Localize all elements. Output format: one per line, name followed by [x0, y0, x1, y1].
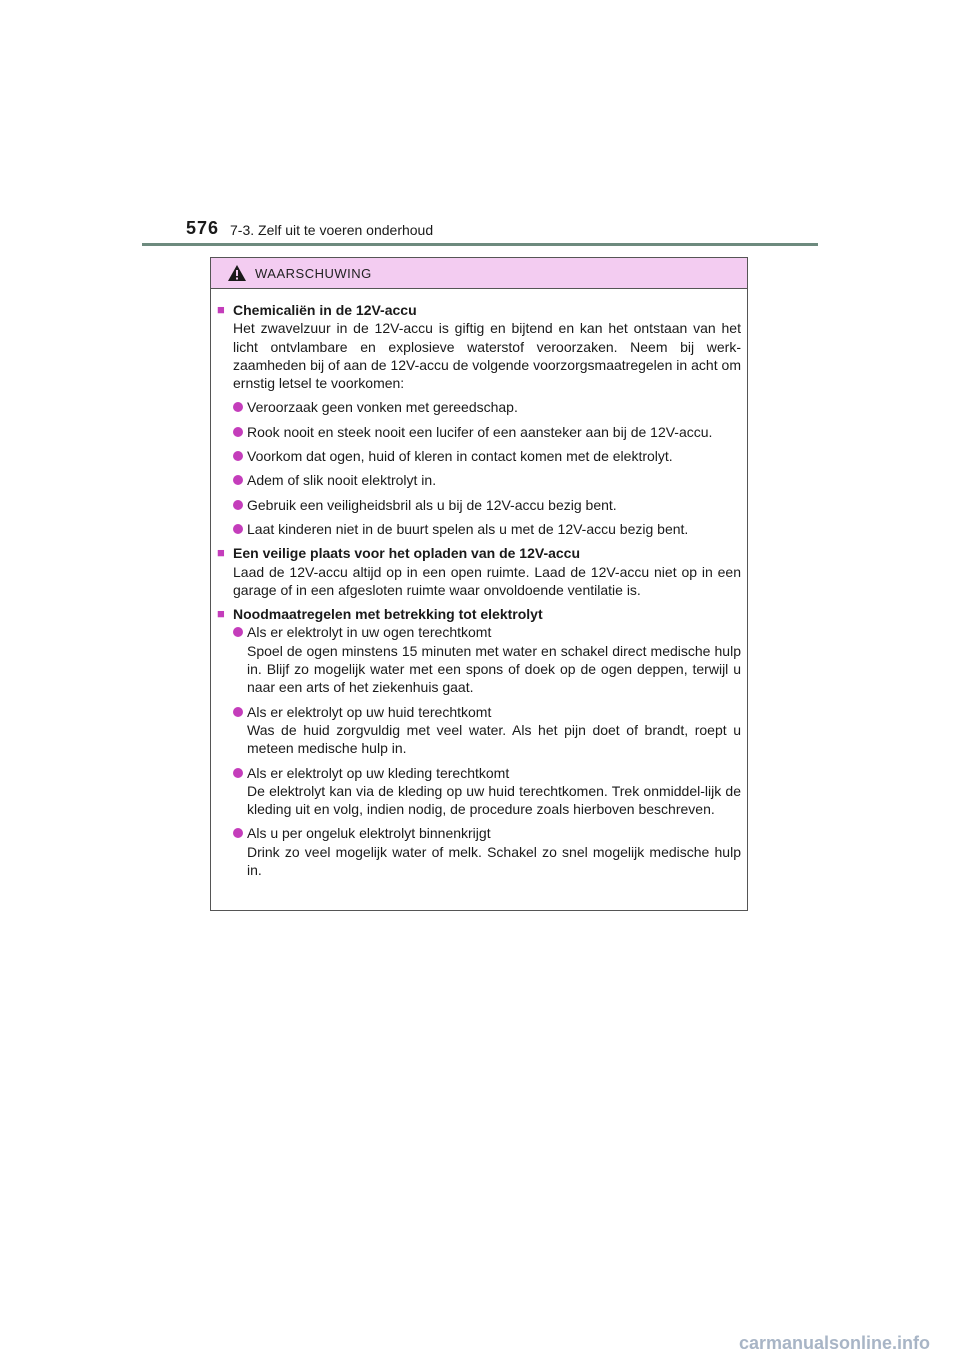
circle-bullet-icon	[233, 768, 243, 778]
section-text: Laad de 12V-accu altijd op in een open ruimte. Laad de 12V-accu niet op in een garage of in een afgesloten ruimte waar onvoldoende ventilatie is.	[233, 563, 741, 598]
list-item: Als er elektrolyt op uw kleding terechtkomt De elektrolyt kan via de kleding op uw huid terechtkomen. Trek onmiddel-lijk de kleding uit en volg, indien nodig, de procedure zoals hierboven beschreven.	[233, 764, 741, 819]
section-charging-location	[217, 544, 741, 599]
list-item: Rook nooit en steek nooit een lucifer of een aansteker aan bij de 12V-accu.	[233, 423, 741, 441]
circle-bullet-icon	[233, 475, 243, 485]
section-heading: Chemicaliën in de 12V-accu	[233, 302, 417, 318]
warning-body	[211, 289, 747, 879]
list-item: Als u per ongeluk elektrolyt binnenkrijgt Drink zo veel mogelijk water of melk. Schakel zo snel mogelijk medische hulp in.	[233, 824, 741, 879]
warning-box	[210, 257, 748, 911]
list-item: Als er elektrolyt in uw ogen terechtkomt Spoel de ogen minstens 15 minuten met water en schakel direct medische hulp in. Blijf zo mogelijk water met een spons of doek op de ogen deppen, terwijl u naar een arts of het ziekenhuis gaat.	[233, 623, 741, 696]
warning-title: WAARSCHUWING	[255, 265, 372, 281]
circle-bullet-icon	[233, 427, 243, 437]
section-chemicals	[217, 301, 741, 538]
list-item: Adem of slik nooit elektrolyt in.	[233, 471, 741, 489]
warning-triangle-icon	[227, 264, 247, 282]
watermark-logo: carmanualsonline.info	[738, 1333, 930, 1353]
circle-bullet-icon	[233, 524, 243, 534]
circle-bullet-icon	[233, 707, 243, 717]
list-item: Gebruik een veiligheidsbril als u bij de 12V-accu bezig bent.	[233, 496, 741, 514]
page-number: 576	[186, 218, 220, 238]
circle-bullet-icon	[233, 500, 243, 510]
header-rule	[142, 243, 818, 246]
circle-bullet-icon	[233, 451, 243, 461]
section-heading: Noodmaatregelen met betrekking tot elektrolyt	[233, 606, 543, 623]
list-item: Als er elektrolyt op uw huid terechtkomt Was de huid zorgvuldig met veel water. Als het pijn doet of brandt, roept u meteen medische hulp in.	[233, 703, 741, 758]
section-text: Het zwavelzuur in de 12V-accu is giftig en bijtend en kan het ontstaan van het licht ontvlambare en explosieve waterstof veroorzaken. Neem bij werk-zaamheden bij of aan de 12V-accu de volgende voorzorgsmaatregelen in acht om ernstig letsel te voorkomen:	[233, 320, 741, 392]
warning-header	[211, 258, 747, 289]
section-heading: Een veilige plaats voor het opladen van de 12V-accu	[233, 545, 581, 562]
circle-bullet-icon	[233, 627, 243, 637]
square-bullet-icon: ■	[217, 302, 225, 317]
list-item: Voorkom dat ogen, huid of kleren in contact komen met de elektrolyt.	[233, 447, 741, 465]
section-emergency	[217, 605, 741, 879]
list-item: Veroorzaak geen vonken met gereedschap.	[233, 398, 741, 416]
square-bullet-icon: ■	[217, 545, 225, 561]
circle-bullet-icon	[233, 402, 243, 412]
list-item: Laat kinderen niet in de buurt spelen als u met de 12V-accu bezig bent.	[233, 520, 741, 538]
circle-bullet-icon	[233, 828, 243, 838]
square-bullet-icon: ■	[217, 606, 225, 622]
section-title: 7-3. Zelf uit te voeren onderhoud	[230, 222, 434, 238]
